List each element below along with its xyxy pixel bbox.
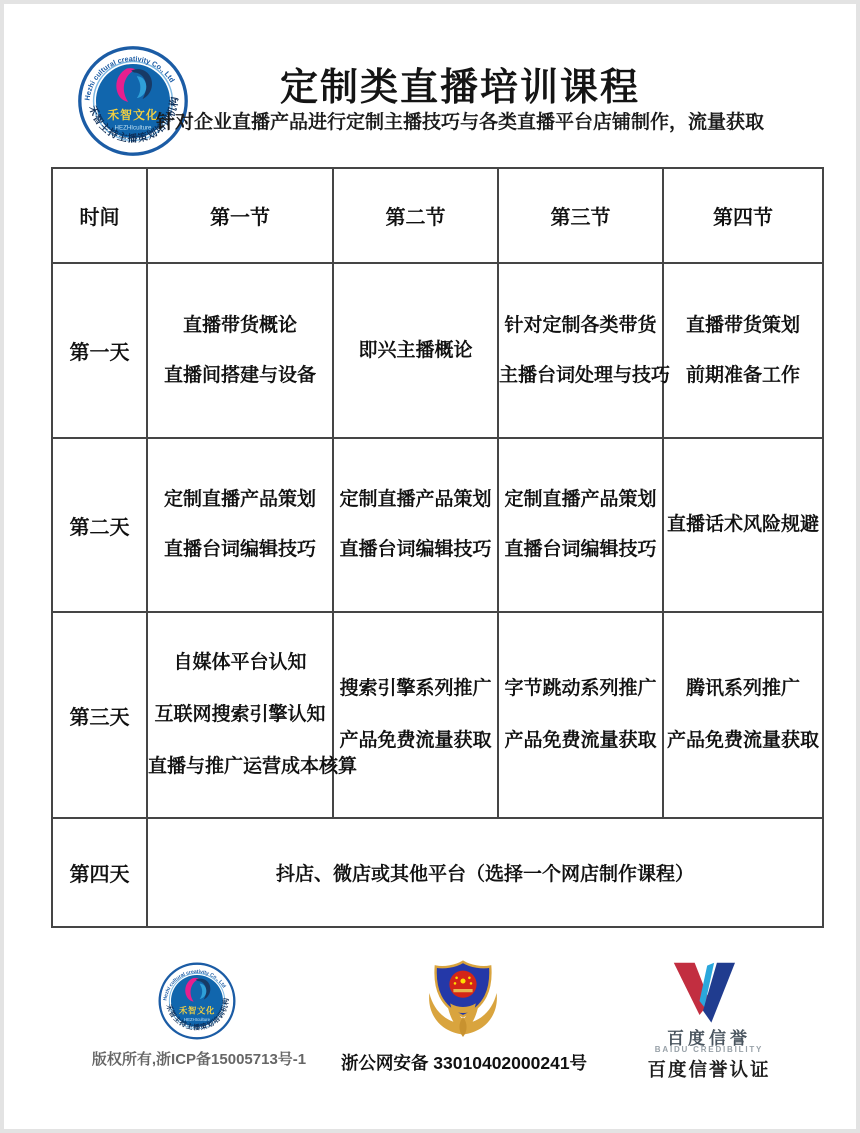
schedule-table: [51, 167, 824, 928]
course-line: 直播与推广运营成本核算: [148, 756, 358, 777]
baidu-credibility-icon: [664, 960, 742, 1024]
course-line: 定制直播产品策划: [339, 489, 492, 510]
table-row-day2: [52, 438, 823, 612]
header-cell-time: 时间: [52, 168, 147, 263]
course-cell: [498, 612, 663, 818]
course-line: 产品免费流量获取: [339, 730, 492, 751]
course-line: 定制直播产品策划: [163, 489, 316, 510]
baidu-credibility-subtitle: BAIDU CREDIBILITY: [654, 1045, 764, 1054]
course-cell: [147, 263, 333, 438]
table-row-day4: [52, 818, 823, 927]
course-line: 产品免费流量获取: [666, 730, 819, 751]
course-cell: [663, 612, 823, 818]
header-cell-session1: 第一节: [147, 168, 333, 263]
course-line: 直播带货策划: [685, 314, 800, 336]
course-line: 搜索引擎系列推广: [339, 678, 492, 699]
baidu-credibility-title: 百度信誉: [667, 1029, 751, 1048]
course-cell: [333, 263, 498, 438]
course-line: 直播台词编辑技巧: [504, 539, 657, 560]
table-row-day1: [52, 263, 823, 438]
course-line: 直播间搭建与设备: [163, 364, 316, 386]
course-cell: [663, 263, 823, 438]
course-line: 字节跳动系列推广: [504, 678, 657, 699]
course-line: 自媒体平台认知: [173, 652, 307, 673]
course-cell: [663, 438, 823, 612]
header-cell-session4: 第四节: [663, 168, 823, 263]
header-cell-session2: 第二节: [333, 168, 498, 263]
page-title: 定制类直播培训课程: [279, 67, 640, 109]
course-line: 前期准备工作: [685, 364, 800, 386]
course-line: 针对定制各类带货: [504, 314, 657, 336]
table-header-row: [52, 168, 823, 263]
day-cell: 第四天: [52, 818, 147, 927]
course-line: 互联网搜索引擎认知: [154, 704, 326, 725]
header-cell-session3: 第三节: [498, 168, 663, 263]
course-line: 产品免费流量获取: [504, 730, 657, 751]
course-cell: [333, 438, 498, 612]
course-cell-span: 抖店、微店或其他平台（选择一个网店制作课程）: [147, 818, 823, 927]
course-cell: [498, 263, 671, 438]
course-line: 定制直播产品策划: [504, 489, 657, 510]
course-line: 直播带货概论: [182, 314, 297, 336]
course-line: 腾讯系列推广: [685, 678, 800, 699]
icp-record-text: 版权所有,浙ICP备15005713号-1: [91, 1051, 307, 1068]
course-cell: [333, 612, 498, 818]
day-cell: 第一天: [52, 263, 147, 438]
course-line: 直播话术风险规避: [666, 514, 819, 535]
course-line: 主播台词处理与技巧: [499, 364, 671, 386]
page-subtitle: 针对企业直播产品进行定制主播技巧与各类直播平台店铺制作，流量获取: [155, 112, 764, 133]
police-badge-icon: [423, 957, 503, 1045]
day-cell: 第三天: [52, 612, 147, 818]
course-line: 即兴主播概论: [358, 339, 473, 361]
course-cell: [147, 612, 358, 818]
baidu-credibility-caption: 百度信誉认证: [647, 1059, 771, 1080]
table-row-day3: [52, 612, 823, 818]
course-cell: [147, 438, 333, 612]
course-line: 直播台词编辑技巧: [163, 539, 316, 560]
course-line: 直播台词编辑技巧: [339, 539, 492, 560]
hezhi-logo-footer: [157, 961, 237, 1041]
day-cell: 第二天: [52, 438, 147, 612]
police-record-text: 浙公网安备 33010402000241号: [340, 1053, 588, 1073]
course-cell: [498, 438, 663, 612]
